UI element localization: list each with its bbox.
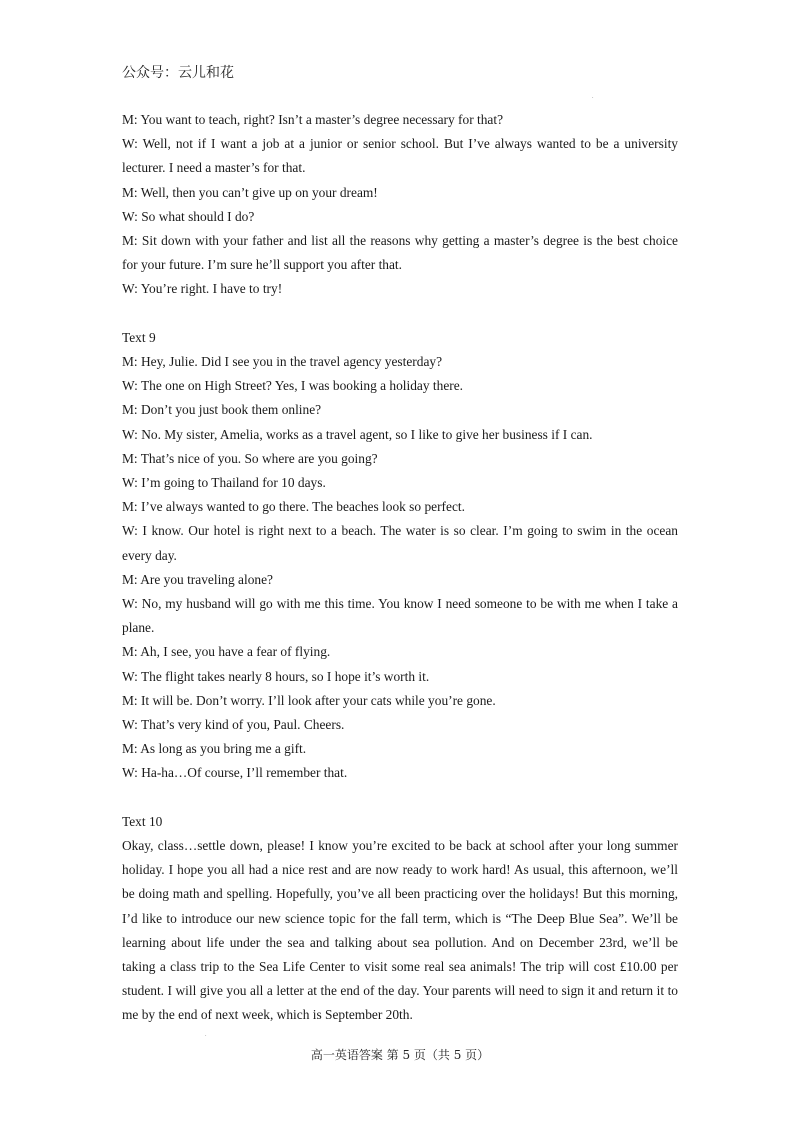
dialogue-line: M: Hey, Julie. Did I see you in the travel agency yesterday? (122, 354, 443, 370)
header-watermark: 公众号：云儿和花 (122, 65, 234, 81)
dialogue-line: M: Are you traveling alone? (122, 571, 273, 587)
section-gap (122, 302, 678, 326)
section-title: Text 10 (122, 813, 163, 829)
dialogue-line: M: You want to teach, right? Isn’t a master’s degree necessary for that? (122, 112, 504, 127)
dialogue-line: W: No. My sister, Amelia, works as a travel agent, so I like to give her business if I can. (122, 426, 593, 442)
dialogue-line: M: Don’t you just book them online? (122, 402, 322, 418)
dialogue-line: M: As long as you bring me a gift. (122, 741, 307, 757)
dialogue-line: W: The flight takes nearly 8 hours, so I hope it’s worth it. (122, 668, 430, 684)
document-body (122, 108, 678, 1028)
dialogue-line: W: You’re right. I have to try! (122, 281, 283, 297)
section-title: Text 9 (122, 329, 156, 345)
dialogue-line: M: It will be. Don’t worry. I’ll look after your cats while you’re gone. (122, 692, 496, 708)
dialogue-line: W: Well, not if I want a job at a junior or senior school. But I’ve always wanted to be a university lecturer. I need a master’s for that. (122, 136, 678, 176)
dialogue-line: W: The one on High Street? Yes, I was booking a holiday there. (122, 378, 464, 394)
dialogue-line: W: I know. Our hotel is right next to a beach. The water is so clear. I’m going to swim in the ocean every day. (122, 523, 678, 563)
speck-mark: . (205, 1032, 207, 1038)
dialogue-line: M: Well, then you can’t give up on your dream! (122, 184, 378, 200)
text10-section (122, 810, 678, 1028)
text9-section (122, 326, 678, 786)
dialogue-line: W: That’s very kind of you, Paul. Cheers. (122, 717, 345, 733)
dialogue-line: W: No, my husband will go with me this time. You know I need someone to be with me when I take a plane. (122, 596, 678, 636)
dialogue-line: M: That’s nice of you. So where are you going? (122, 450, 378, 466)
dialogue-line: M: I’ve always wanted to go there. The beaches look so perfect. (122, 499, 465, 515)
text8-dialogue-end (122, 108, 678, 302)
dialogue-line: W: I’m going to Thailand for 10 days. (122, 475, 326, 491)
monologue-paragraph: Okay, class…settle down, please! I know you’re excited to be back at school after your long summer holiday. I hope you all had a nice rest and are now ready to work hard! As usual, this afternoon, we’ll be doing math and spelling. Hopefully, you’ve all been practicing over the holidays! But this morning, I’d like to introduce our new science topic for the fall term, which is “The Deep Blue Sea”. We’ll be learning about life under the sea and talking about sea pollution. And on December 23rd, we’ll be taking a class trip to the Sea Life Center to visit some real sea animals! The trip will cost £10.00 per student. I will give you all a letter at the end of the day. Your parents will need to sign it and return it to me by the end of next week, which is September 20th. (122, 838, 678, 1023)
dialogue-line: M: Ah, I see, you have a fear of flying. (122, 644, 331, 660)
dialogue-line: M: Sit down with your father and list all the reasons why getting a master’s degree is the best choice for your future. I’m sure he’ll support you after that. (122, 233, 678, 273)
dialogue-line: W: Ha-ha…Of course, I’ll remember that. (122, 765, 348, 781)
speck-mark: . (592, 94, 594, 100)
page-footer: 高一英语答案 第 5 页（共 5 页） (310, 1048, 490, 1062)
section-gap (122, 786, 678, 810)
dialogue-line: W: So what should I do? (122, 208, 255, 224)
